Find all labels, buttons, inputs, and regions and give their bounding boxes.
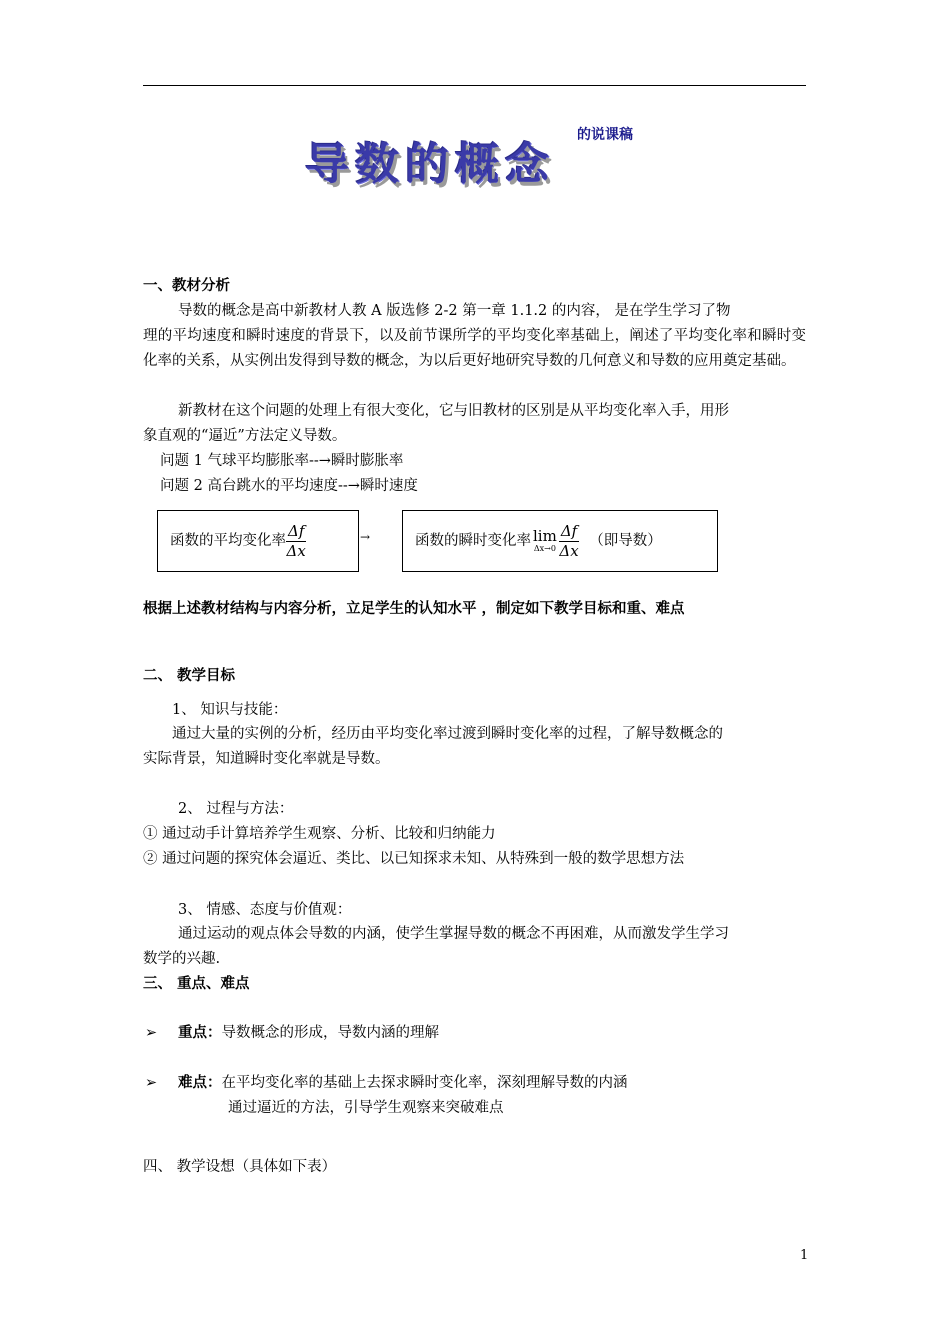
- section4-heading: 四、 教学设想（具体如下表）: [143, 1159, 337, 1175]
- section1-heading: 一、教材分析: [143, 278, 230, 294]
- bullet-icon: ➢: [145, 1075, 158, 1091]
- section2-heading: 二、 教学目标: [143, 668, 236, 684]
- title-word-art: 导数的概念: [305, 139, 555, 190]
- fraction-denominator: Δx: [559, 541, 579, 560]
- difficulty-label: 难点：: [178, 1075, 222, 1091]
- instant-rate-label: 函数的瞬时变化率: [415, 532, 531, 549]
- average-rate-fraction: [286, 522, 306, 561]
- title-suffix: 的说课稿: [577, 127, 633, 143]
- limit-text: lim: [533, 527, 557, 545]
- question-2: 问题 2 高台跳水的平均速度--→瞬时速度: [160, 478, 418, 494]
- key-point-label: 重点：: [178, 1025, 222, 1041]
- section1-para1-line1: 导数的概念是高中新教材人教 A 版选修 2-2 第一章 1.1.2 的内容， 是在学生学习了物: [178, 303, 731, 319]
- section1-para2-line1: 新教材在这个问题的处理上有很大变化，它与旧教材的区别是从平均变化率入手，用形: [178, 403, 729, 419]
- instant-rate-suffix: （即导数）: [589, 532, 662, 549]
- key-point-line: [178, 1021, 439, 1046]
- goal3-text-line2: 数学的兴趣.: [143, 951, 221, 967]
- goal1-text-line1: 通过大量的实例的分析，经历由平均变化率过渡到瞬时变化率的过程，了解导数概念的: [172, 726, 723, 742]
- fraction-numerator: Δf: [288, 521, 305, 540]
- average-rate-box: [157, 510, 359, 572]
- average-rate-label: 函数的平均变化率: [170, 532, 286, 549]
- fraction-numerator: Δf: [560, 521, 578, 540]
- section1-para1-rest: 理的平均速度和瞬时速度的背景下，以及前节课所学的平均变化率基础上，阐述了平均变化率和瞬时变化率的关系，从实例出发得到导数的概念，为以后更好地研究导数的几何意义和导数的应用奠定基础。: [143, 328, 806, 369]
- limit-subscript: Δx→0: [533, 544, 556, 553]
- difficulty-line: [178, 1071, 628, 1096]
- difficulty-text: 在平均变化率的基础上去探求瞬时变化率，深刻理解导数的内涵: [221, 1075, 628, 1091]
- goal2-item-b: ② 通过问题的探究体会逼近、类比、以已知探求未知、从特殊到一般的数学思想方法: [143, 851, 685, 867]
- goal2-item-a: ① 通过动手计算培养学生观察、分析、比较和归纳能力: [143, 826, 496, 842]
- conclusion-text: 根据上述教材结构与内容分析，立足学生的认知水平 ，制定如下教学目标和重、难点: [143, 601, 685, 617]
- instant-rate-box: [402, 510, 718, 572]
- page-number: 1: [800, 1248, 809, 1263]
- fraction-denominator: Δx: [286, 541, 306, 560]
- difficulty-text-line2: 通过逼近的方法，引导学生观察来突破难点: [228, 1100, 504, 1116]
- transition-arrow: →: [360, 530, 371, 544]
- goal1-text-line2: 实际背景，知道瞬时变化率就是导数。: [143, 751, 390, 767]
- question-1: 问题 1 气球平均膨胀率--→瞬时膨胀率: [160, 453, 404, 469]
- goal3-text-line1: 通过运动的观点体会导数的内涵，使学生掌握导数的概念不再困难，从而激发学生学习: [178, 926, 729, 942]
- header-rule: [143, 85, 806, 86]
- limit-notation: [533, 528, 557, 554]
- instant-rate-fraction: [559, 522, 579, 561]
- section3-heading: 三、 重点、难点: [143, 976, 250, 992]
- key-point-text: 导数概念的形成，导数内涵的理解: [221, 1025, 439, 1041]
- goal2-title: 2、 过程与方法：: [178, 801, 294, 817]
- goal3-title: 3、 情感、态度与价值观：: [178, 902, 352, 918]
- bullet-icon: ➢: [145, 1025, 158, 1041]
- goal1-title: 1、 知识与技能：: [172, 702, 288, 718]
- section1-para2-line2: 象直观的“逼近”方法定义导数。: [143, 428, 347, 444]
